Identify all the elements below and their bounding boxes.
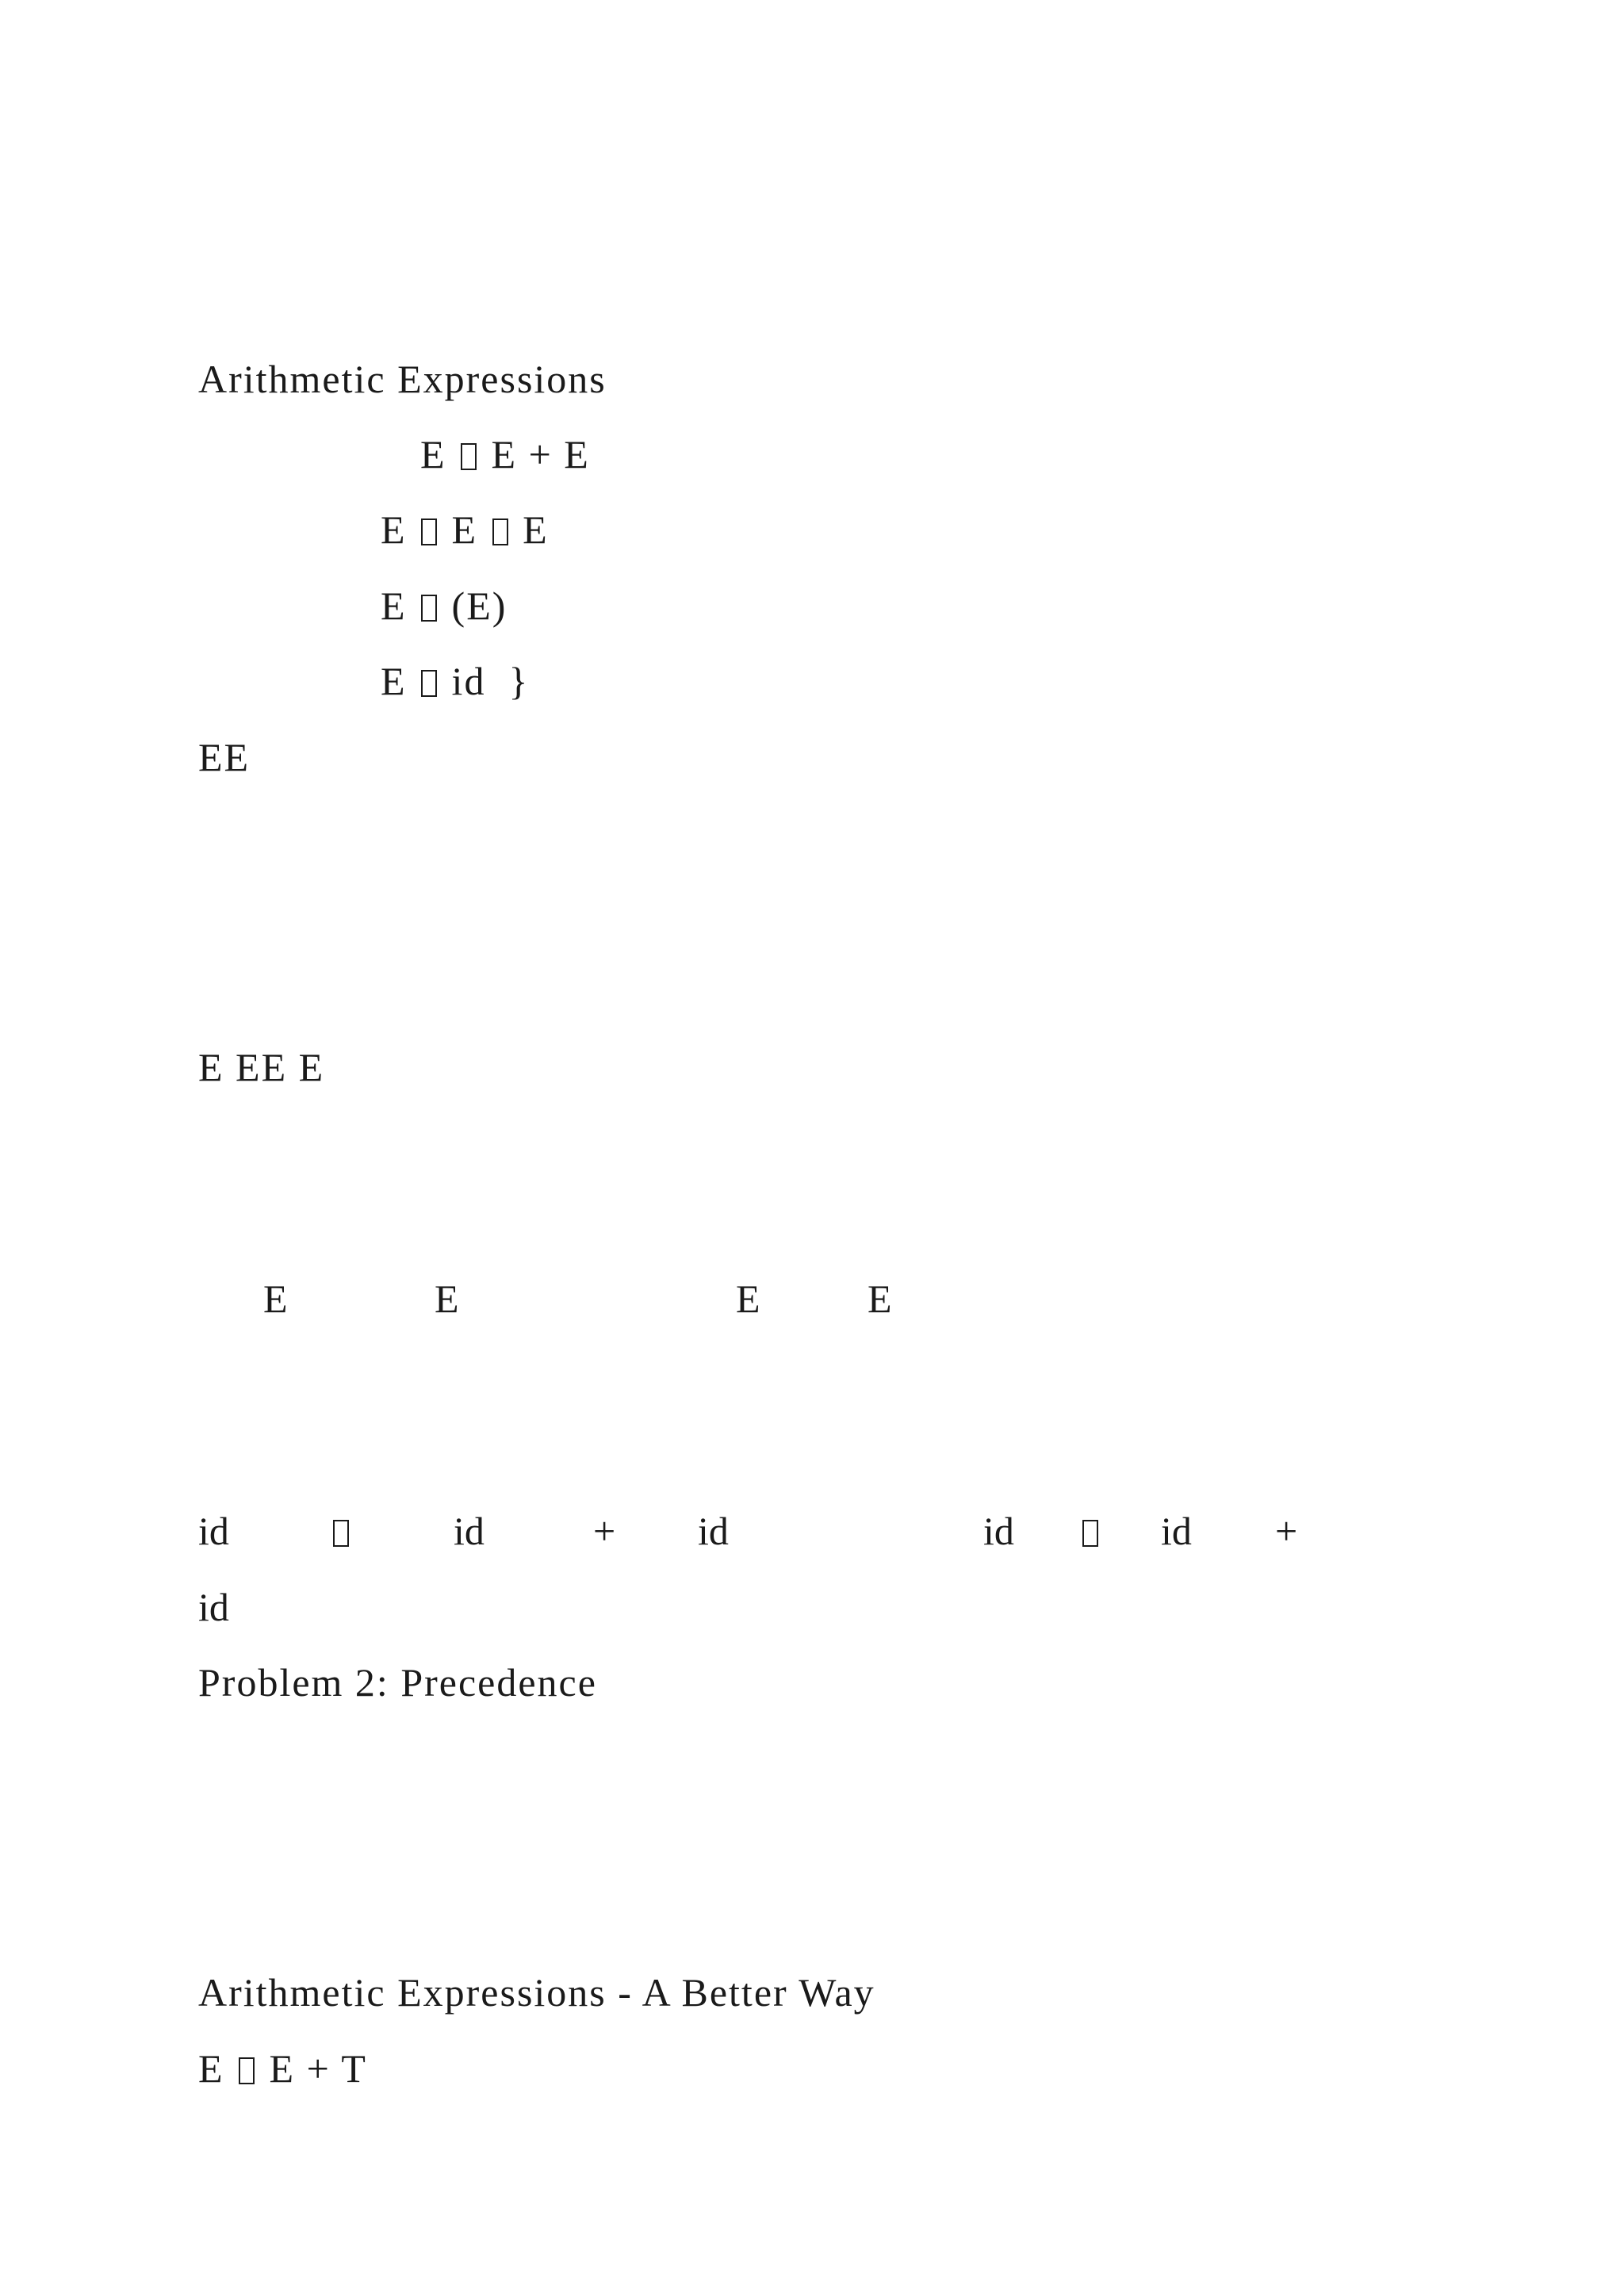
tree-leaf: id xyxy=(198,1509,229,1553)
tree-node: E xyxy=(435,1276,459,1321)
tree-leaf: + xyxy=(1275,1509,1298,1553)
tree-label: EE xyxy=(198,735,251,779)
tree-leaf: id xyxy=(198,1585,229,1629)
operator-glyph-icon xyxy=(333,1520,349,1547)
grammar-rule: E id } xyxy=(381,659,530,703)
tree-label: E EE E xyxy=(198,1045,325,1089)
tree-node: E xyxy=(263,1276,288,1321)
section-heading: Arithmetic Expressions - A Better Way xyxy=(198,1970,875,2015)
tree-leaf: id xyxy=(698,1509,729,1553)
arrow-glyph-icon xyxy=(421,595,437,622)
operator-glyph-icon xyxy=(492,519,508,545)
tree-node: E xyxy=(868,1276,892,1321)
grammar-rule: E E + T xyxy=(198,2046,367,2091)
grammar-rule: E E + E xyxy=(420,432,590,476)
arrow-glyph-icon xyxy=(239,2057,255,2084)
grammar-rule: E E E xyxy=(381,507,549,552)
tree-leaf xyxy=(1082,1511,1098,1551)
tree-leaf: + xyxy=(593,1509,616,1553)
problem-title: Problem 2: Precedence xyxy=(198,1660,597,1705)
tree-leaf: id xyxy=(454,1509,485,1553)
tree-node: E xyxy=(736,1276,760,1321)
grammar-rule: E (E) xyxy=(381,584,508,628)
operator-glyph-icon xyxy=(1082,1520,1098,1547)
arrow-glyph-icon xyxy=(461,443,477,470)
section-heading: Arithmetic Expressions xyxy=(198,357,607,401)
tree-leaf xyxy=(333,1511,349,1551)
tree-leaf: id xyxy=(983,1509,1014,1553)
arrow-glyph-icon xyxy=(421,670,437,697)
arrow-glyph-icon xyxy=(421,519,437,545)
tree-leaf: id xyxy=(1161,1509,1192,1553)
